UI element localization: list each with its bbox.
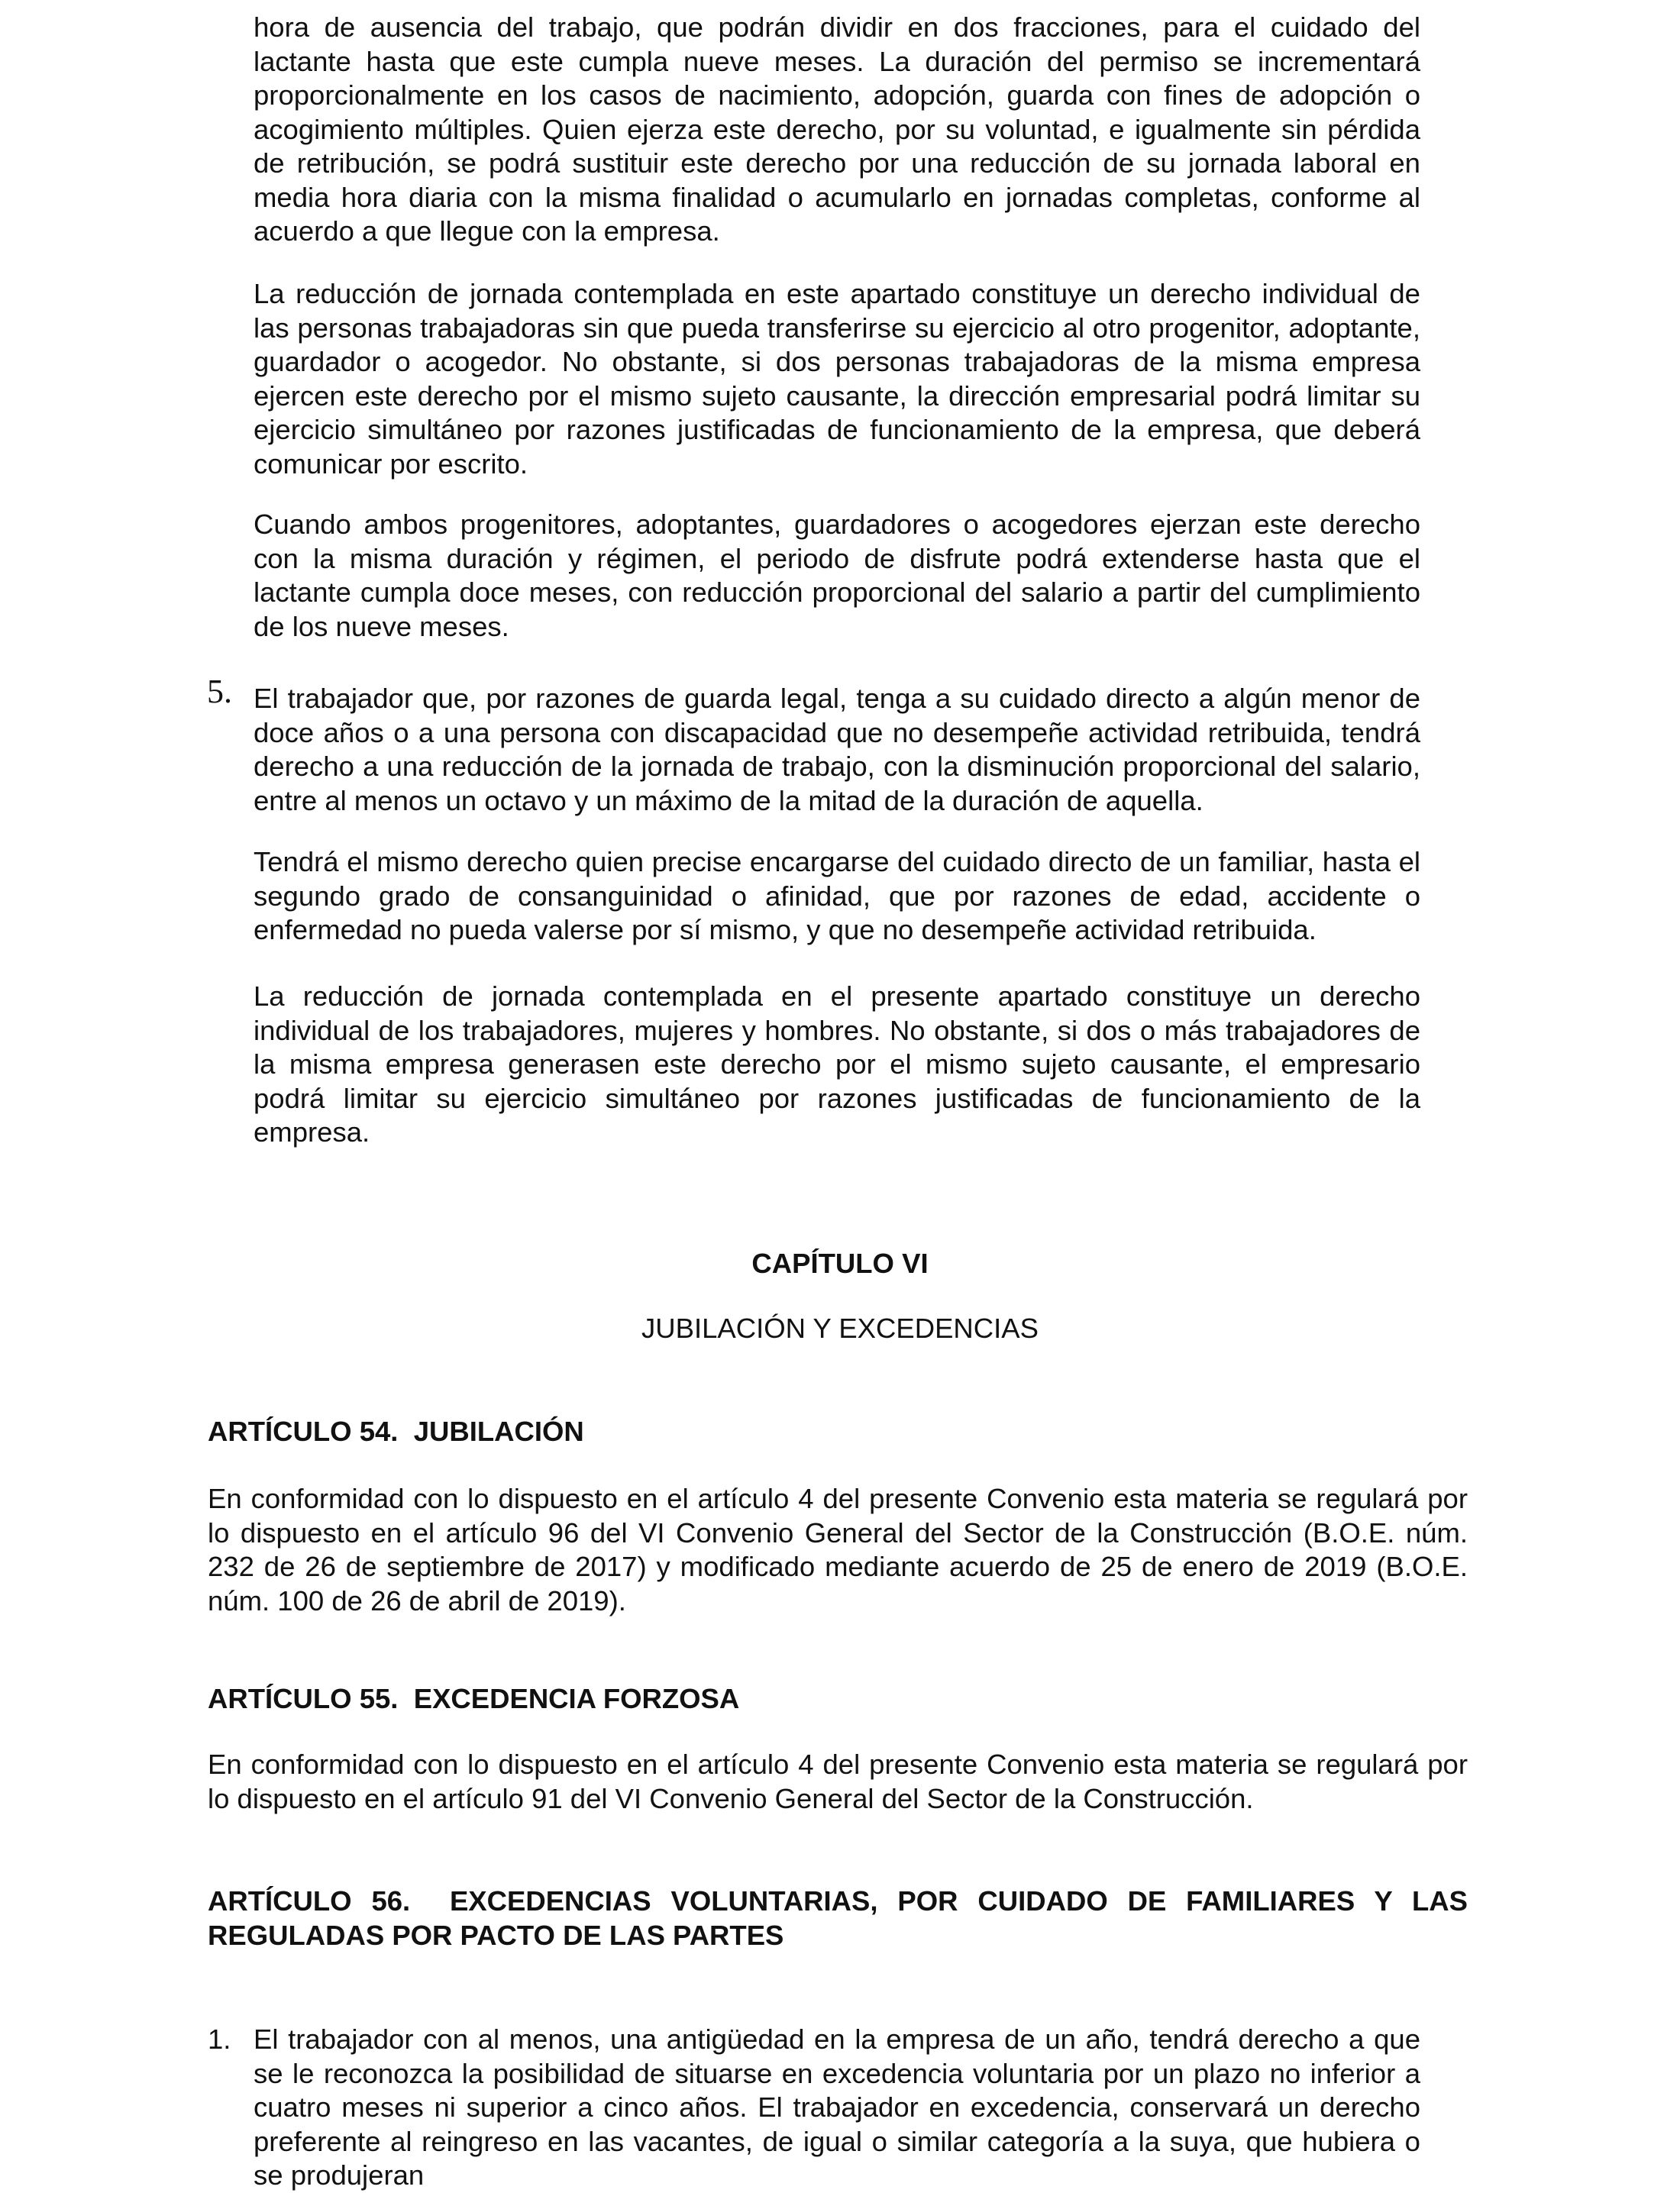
chapter-subtitle: JUBILACIÓN Y EXCEDENCIAS (641, 1313, 1039, 1344)
section4-paragraph-2: La reducción de jornada contemplada en este apartado constituye un derecho individual de las personas trabajadoras sin que pueda transferirse su ejercicio al otro progenitor, adoptante, guardador o acogedor. No obstante, si dos personas trabajadoras de la misma empresa ejercen este derecho por el mismo sujeto causante, la dirección empresarial podrá limitar su ejercicio simultáneo por razones justificadas de funcionamiento de la empresa, que deberá comunicar por escrito. (254, 278, 1420, 480)
article-54-heading: ARTÍCULO 54. JUBILACIÓN (208, 1416, 584, 1447)
section4-paragraph-1: hora de ausencia del trabajo, que podrán dividir en dos fracciones, para el cuidado del lactante hasta que este cumpla nueve meses. La duración del permiso se incrementará proporcionalmente en los casos de nacimiento, adopción, guarda con fines de adopción o acogimiento múltiples. Quien ejerza este derecho, por su voluntad, e igualmente sin pérdida de retribución, se podrá sustituir este derecho por una reducción de su jornada laboral en media hora diaria con la misma finalidad o acumularlo en jornadas completas, conforme al acuerdo a que llegue con la empresa. (254, 11, 1420, 247)
section4-paragraph-3: Cuando ambos progenitores, adoptantes, guardadores o acogedores ejerzan este derecho con la misma duración y régimen, el periodo de disfrute podrá extenderse hasta que el lactante cumpla doce meses, con reducción proporcional del salario a partir del cumplimiento de los nueve meses. (254, 509, 1420, 642)
chapter-title: CAPÍTULO VI (751, 1248, 929, 1279)
section5-paragraph-2: Tendrá el mismo derecho quien precise encargarse del cuidado directo de un familiar, hasta el segundo grado de consanguinidad o afinidad, que por razones de edad, accidente o enfermedad no pueda valerse por sí mismo, y que no desempeñe actividad retribuida. (254, 846, 1420, 945)
article-54-body: En conformidad con lo dispuesto en el artículo 4 del presente Convenio esta materia se regulará por lo dispuesto en el artículo 96 del VI Convenio General del Sector de la Construcción (B.O.E. núm. 232 de 26 de septiembre de 2017) y modificado mediante acuerdo de 25 de enero de 2019 (B.O.E. núm. 100 de 26 de abril de 2019). (208, 1483, 1468, 1616)
section5-paragraph-1: El trabajador que, por razones de guarda legal, tenga a su cuidado directo a algún menor de doce años o a una persona con discapacidad que no desempeñe actividad retribuida, tendrá derecho a una reducción de la jornada de trabajo, con la disminución proporcional del salario, entre al menos un octavo y un máximo de la mitad de la duración de aquella. (254, 683, 1420, 816)
article-55-body: En conformidad con lo dispuesto en el artículo 4 del presente Convenio esta materia se regulará por lo dispuesto en el artículo 91 del VI Convenio General del Sector de la Construcción. (208, 1749, 1468, 1814)
article-56-item-1-number: 1. (208, 2023, 231, 2055)
section5-number: 5. (207, 673, 232, 710)
section5-paragraph-3: La reducción de jornada contemplada en el presente apartado constituye un derecho individual de los trabajadores, mujeres y hombres. No obstante, si dos o más trabajadores de la misma empresa generasen este derecho por el mismo sujeto causante, el empresario podrá limitar su ejercicio simultáneo por razones justificadas de funcionamiento de la empresa. (254, 980, 1420, 1148)
article-56-heading: ARTÍCULO 56. EXCEDENCIAS VOLUNTARIAS, POR CUIDADO DE FAMILIARES Y LAS REGULADAS POR PACTO DE LAS PARTES (208, 1885, 1476, 1951)
article-55-heading: ARTÍCULO 55. EXCEDENCIA FORZOSA (208, 1683, 740, 1714)
article-56-item-1-text: El trabajador con al menos, una antigüedad en la empresa de un año, tendrá derecho a que se le reconozca la posibilidad de situarse en excedencia voluntaria por un plazo no inferior a cuatro meses ni superior a cinco años. El trabajador en excedencia, conservará un derecho preferente al reingreso en las vacantes, de igual o similar categoría a la suya, que hubiera o se produjeran (254, 2023, 1420, 2191)
